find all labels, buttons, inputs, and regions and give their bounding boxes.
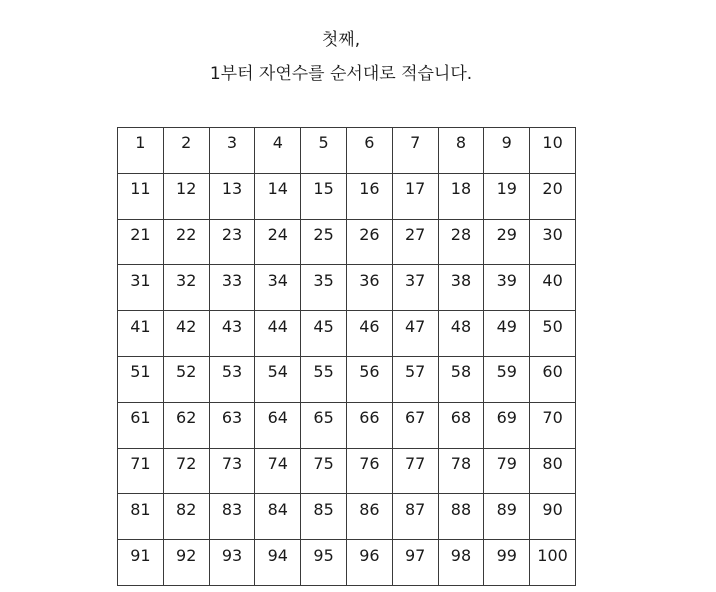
cell-number: 43	[221, 316, 243, 336]
cell-number: 52	[176, 362, 197, 382]
cell-number: 86	[359, 499, 380, 519]
cell-number: 16	[359, 179, 380, 199]
grid-cell	[255, 540, 301, 586]
grid-cell	[255, 128, 301, 174]
grid-cell	[346, 356, 392, 402]
grid-cell	[255, 448, 301, 494]
grid-cell	[255, 219, 301, 265]
grid-cell	[209, 128, 255, 174]
grid-row	[118, 265, 576, 311]
grid-row	[118, 402, 576, 448]
cell-number: 11	[130, 179, 151, 199]
cell-number: 24	[267, 224, 288, 244]
cell-number: 99	[496, 545, 517, 565]
cell-number: 6	[364, 133, 375, 153]
cell-number: 92	[176, 545, 197, 565]
grid-cell	[209, 356, 255, 402]
cell-number: 60	[542, 362, 563, 382]
cell-number: 90	[542, 499, 563, 519]
cell-number: 22	[176, 224, 197, 244]
grid-cell	[301, 356, 347, 402]
cell-number: 40	[542, 270, 563, 290]
grid-cell	[255, 402, 301, 448]
cell-number: 79	[496, 453, 517, 473]
cell-number: 3	[226, 133, 238, 153]
grid-cell	[209, 540, 255, 586]
cell-number: 82	[176, 499, 197, 519]
grid-cell	[346, 448, 392, 494]
grid-cell	[163, 173, 209, 219]
cell-number: 21	[130, 224, 151, 244]
grid-cell	[484, 402, 530, 448]
cell-number: 19	[496, 179, 517, 199]
grid-cell	[438, 494, 484, 540]
grid-cell	[118, 494, 164, 540]
cell-number: 59	[496, 362, 517, 382]
number-grid-table	[117, 127, 576, 586]
cell-number: 45	[313, 316, 334, 336]
grid-cell	[392, 540, 438, 586]
cell-number: 38	[450, 270, 472, 290]
cell-number: 53	[221, 362, 243, 382]
grid-cell	[438, 356, 484, 402]
grid-cell	[301, 402, 347, 448]
grid-cell	[392, 265, 438, 311]
cell-number: 4	[272, 133, 283, 153]
cell-number: 34	[267, 270, 288, 290]
grid-cell	[163, 540, 209, 586]
grid-cell	[438, 265, 484, 311]
grid-cell	[438, 540, 484, 586]
grid-cell	[530, 356, 576, 402]
cell-number: 20	[542, 179, 563, 199]
grid-cell	[209, 265, 255, 311]
grid-cell	[301, 311, 347, 357]
cell-number: 30	[542, 224, 563, 244]
cell-number: 28	[450, 224, 472, 244]
grid-cell	[484, 448, 530, 494]
grid-cell	[484, 356, 530, 402]
cell-number: 72	[176, 453, 197, 473]
grid-cell	[438, 219, 484, 265]
cell-number: 68	[450, 408, 472, 428]
grid-cell	[346, 265, 392, 311]
grid-cell	[209, 219, 255, 265]
cell-number: 26	[359, 224, 380, 244]
grid-cell	[484, 128, 530, 174]
grid-cell	[530, 494, 576, 540]
grid-cell	[255, 265, 301, 311]
grid-cell	[118, 173, 164, 219]
grid-cell	[392, 356, 438, 402]
grid-cell	[346, 402, 392, 448]
grid-cell	[392, 402, 438, 448]
grid-cell	[392, 311, 438, 357]
heading-line-1: 첫째,	[321, 30, 361, 50]
grid-cell	[118, 128, 164, 174]
grid-cell	[163, 494, 209, 540]
grid-cell	[118, 402, 164, 448]
grid-cell	[255, 494, 301, 540]
grid-cell	[163, 356, 209, 402]
cell-number: 66	[359, 408, 380, 428]
cell-number: 74	[267, 453, 288, 473]
cell-number: 15	[313, 179, 334, 199]
cell-number: 5	[318, 133, 329, 153]
grid-cell	[209, 402, 255, 448]
cell-number: 77	[405, 453, 426, 473]
grid-cell	[530, 311, 576, 357]
grid-cell	[484, 219, 530, 265]
grid-row	[118, 128, 576, 174]
cell-number: 13	[221, 179, 243, 199]
cell-number: 12	[176, 179, 197, 199]
cell-number: 71	[130, 453, 151, 473]
cell-number: 51	[130, 362, 151, 382]
cell-number: 75	[313, 453, 334, 473]
cell-number: 41	[130, 316, 151, 336]
grid-cell	[301, 494, 347, 540]
cell-number: 25	[313, 224, 334, 244]
grid-cell	[392, 219, 438, 265]
cell-number: 69	[496, 408, 517, 428]
grid-row	[118, 448, 576, 494]
grid-cell	[118, 219, 164, 265]
grid-cell	[255, 356, 301, 402]
cell-number: 29	[496, 224, 517, 244]
cell-number: 42	[176, 316, 197, 336]
cell-number: 49	[496, 316, 517, 336]
cell-number: 50	[542, 316, 563, 336]
grid-cell	[530, 128, 576, 174]
cell-number: 58	[450, 362, 472, 382]
grid-cell	[530, 448, 576, 494]
cell-number: 17	[405, 179, 426, 199]
grid-cell	[301, 219, 347, 265]
cell-number: 9	[501, 133, 512, 153]
grid-cell	[484, 311, 530, 357]
grid-cell	[209, 494, 255, 540]
cell-number: 73	[221, 453, 243, 473]
cell-number: 37	[405, 270, 426, 290]
cell-number: 61	[130, 408, 151, 428]
cell-number: 36	[359, 270, 380, 290]
grid-cell	[301, 448, 347, 494]
grid-cell	[392, 128, 438, 174]
grid-cell	[530, 540, 576, 586]
grid-cell	[346, 173, 392, 219]
cell-number: 81	[130, 499, 151, 519]
cell-number: 95	[313, 545, 334, 565]
cell-number: 54	[267, 362, 288, 382]
cell-number: 88	[450, 499, 472, 519]
grid-cell	[392, 173, 438, 219]
grid-cell	[301, 540, 347, 586]
grid-cell	[163, 219, 209, 265]
cell-number: 14	[267, 179, 288, 199]
grid-cell	[163, 128, 209, 174]
cell-number: 33	[221, 270, 243, 290]
cell-number: 31	[130, 270, 151, 290]
grid-cell	[484, 265, 530, 311]
cell-number: 84	[267, 499, 288, 519]
grid-cell	[163, 265, 209, 311]
grid-cell	[438, 173, 484, 219]
number-grid-body	[118, 128, 576, 586]
cell-number: 47	[405, 316, 426, 336]
cell-number: 70	[542, 408, 563, 428]
cell-number: 44	[267, 316, 288, 336]
cell-number: 27	[405, 224, 426, 244]
grid-cell	[209, 448, 255, 494]
grid-cell	[118, 540, 164, 586]
grid-cell	[255, 311, 301, 357]
cell-number: 56	[359, 362, 380, 382]
grid-cell	[118, 265, 164, 311]
cell-number: 78	[450, 453, 472, 473]
grid-row	[118, 311, 576, 357]
grid-cell	[255, 173, 301, 219]
grid-cell	[163, 311, 209, 357]
grid-cell	[530, 173, 576, 219]
cell-number: 85	[313, 499, 334, 519]
cell-number: 63	[221, 408, 243, 428]
cell-number: 18	[450, 179, 472, 199]
cell-number: 87	[405, 499, 426, 519]
grid-row	[118, 173, 576, 219]
grid-cell	[346, 311, 392, 357]
cell-number: 46	[359, 316, 380, 336]
grid-cell	[438, 311, 484, 357]
heading-line-2: 1부터 자연수를 순서대로 적습니다.	[209, 64, 473, 84]
cell-number: 96	[359, 545, 380, 565]
grid-cell	[530, 219, 576, 265]
grid-cell	[346, 494, 392, 540]
cell-number: 23	[221, 224, 243, 244]
grid-cell	[346, 128, 392, 174]
grid-cell	[346, 540, 392, 586]
grid-cell	[484, 494, 530, 540]
grid-cell	[392, 494, 438, 540]
cell-number: 98	[450, 545, 472, 565]
cell-number: 35	[313, 270, 334, 290]
grid-cell	[484, 173, 530, 219]
grid-cell	[301, 173, 347, 219]
cell-number: 39	[496, 270, 517, 290]
cell-number: 83	[221, 499, 243, 519]
grid-row	[118, 494, 576, 540]
cell-number: 64	[267, 408, 288, 428]
grid-cell	[484, 540, 530, 586]
grid-cell	[163, 402, 209, 448]
grid-cell	[530, 265, 576, 311]
grid-cell	[118, 311, 164, 357]
grid-cell	[438, 402, 484, 448]
cell-number: 57	[405, 362, 426, 382]
grid-cell	[346, 219, 392, 265]
grid-cell	[118, 448, 164, 494]
cell-number: 48	[450, 316, 472, 336]
cell-number: 10	[542, 133, 563, 153]
grid-row	[118, 356, 576, 402]
grid-cell	[392, 448, 438, 494]
cell-number: 91	[130, 545, 151, 565]
cell-number: 32	[176, 270, 197, 290]
grid-cell	[438, 448, 484, 494]
cell-number: 2	[181, 133, 192, 153]
grid-cell	[118, 356, 164, 402]
grid-cell	[209, 173, 255, 219]
cell-number: 1	[135, 133, 146, 153]
grid-row	[118, 540, 576, 586]
cell-number: 62	[176, 408, 197, 428]
cell-number: 76	[359, 453, 380, 473]
cell-number: 67	[405, 408, 426, 428]
cell-number: 94	[267, 545, 288, 565]
cell-number: 80	[542, 453, 563, 473]
grid-cell	[530, 402, 576, 448]
cell-number: 97	[405, 545, 426, 565]
cell-number: 89	[496, 499, 517, 519]
grid-cell	[301, 265, 347, 311]
cell-number: 65	[313, 408, 334, 428]
cell-number: 7	[410, 133, 421, 153]
cell-number: 93	[221, 545, 243, 565]
grid-row	[118, 219, 576, 265]
grid-cell	[438, 128, 484, 174]
grid-cell	[301, 128, 347, 174]
cell-number: 55	[313, 362, 334, 382]
cell-number: 100	[537, 545, 568, 565]
grid-cell	[163, 448, 209, 494]
grid-cell	[209, 311, 255, 357]
cell-number: 8	[455, 133, 467, 153]
